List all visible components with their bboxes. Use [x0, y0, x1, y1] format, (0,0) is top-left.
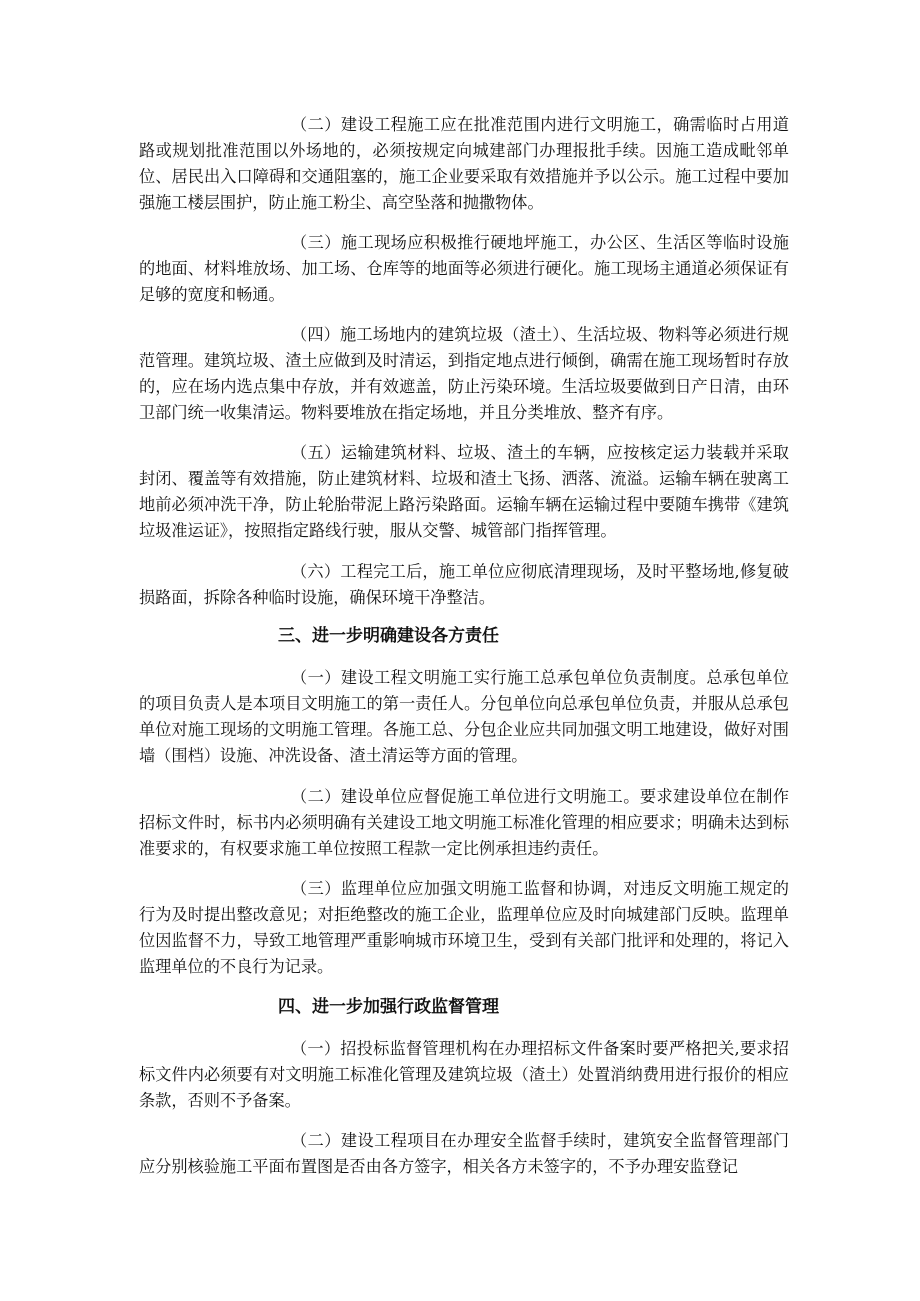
- section-heading-3: 三、进一步明确建设各方责任: [278, 626, 499, 646]
- paragraph-2-5: （五）运输建筑材料、垃圾、渣土的车辆，应按核定运力装载并采取封闭、覆盖等有效措施，防止建筑材料、垃圾和渣土飞扬、洒落、流溢。运输车辆在驶离工地前必须冲洗干净，防止轮胎带泥上路污染路面。运输车辆在运输过程中要随车携带《建筑垃圾准运证》，按照指定路线行驶，服从交警、城管部门指挥管理。: [139, 443, 789, 540]
- paragraph-3-2: （二）建设单位应督促施工单位进行文明施工。要求建设单位在制作招标文件时，标书内必须明确有关建设工地文明施工标准化管理的相应要求；明确未达到标准要求的，有权要求施工单位按照工程款一定比例承担违约责任。: [139, 787, 789, 858]
- paragraph-4-1: （一）招投标监督管理机构在办理招标文件备案时要严格把关,要求招标文件内必须要有对文明施工标准化管理及建筑垃圾（渣土）处置消纳费用进行报价的相应条款，否则不予备案。: [139, 1039, 789, 1110]
- paragraph-3-3: （三）监理单位应加强文明施工监督和协调，对违反文明施工规定的行为及时提出整改意见；对拒绝整改的施工企业，监理单位应及时向城建部门反映。监理单位因监督不力，导致工地管理严重影响城市环境卫生，受到有关部门批评和处理的，将记入监理单位的不良行为记录。: [139, 879, 789, 976]
- paragraph-2-6: （六）工程完工后，施工单位应彻底清理现场，及时平整场地,修复破损路面，拆除各种临时设施，确保环境干净整洁。: [139, 562, 789, 607]
- paragraph-2-3: （三）施工现场应积极推行硬地坪施工，办公区、生活区等临时设施的地面、材料堆放场、加工场、仓库等的地面等必须进行硬化。施工现场主通道必须保证有足够的宽度和畅通。: [139, 233, 789, 304]
- paragraph-4-2: （二）建设工程项目在办理安全监督手续时，建筑安全监督管理部门应分别核验施工平面布置图是否由各方签字，相关各方未签字的，不予办理安监登记: [139, 1131, 789, 1176]
- paragraph-2-4: （四）施工场地内的建筑垃圾（渣土）、生活垃圾、物料等必须进行规范管理。建筑垃圾、渣土应做到及时清运，到指定地点进行倾倒，确需在施工现场暂时存放的，应在场内选点集中存放，并有效遮盖，防止污染环境。生活垃圾要做到日产日清，由环卫部门统一收集清运。物料要堆放在指定场地，并且分类堆放、整齐有序。: [139, 325, 789, 422]
- paragraph-3-1: （一）建设工程文明施工实行施工总承包单位负责制度。总承包单位的项目负责人是本项目文明施工的第一责任人。分包单位向总承包单位负责，并服从总承包单位对施工现场的文明施工管理。各施工总、分包企业应共同加强文明工地建设，做好对围墙（围档）设施、冲洗设备、渣土清运等方面的管理。: [139, 668, 789, 765]
- section-heading-4: 四、进一步加强行政监督管理: [278, 997, 499, 1017]
- paragraph-2-2: （二）建设工程施工应在批准范围内进行文明施工，确需临时占用道路或规划批准范围以外场地的，必须按规定向城建部门办理报批手续。因施工造成毗邻单位、居民出入口障碍和交通阻塞的，施工企业要采取有效措施并予以公示。施工过程中要加强施工楼层围护，防止施工粉尘、高空坠落和抛撒物体。: [139, 115, 789, 212]
